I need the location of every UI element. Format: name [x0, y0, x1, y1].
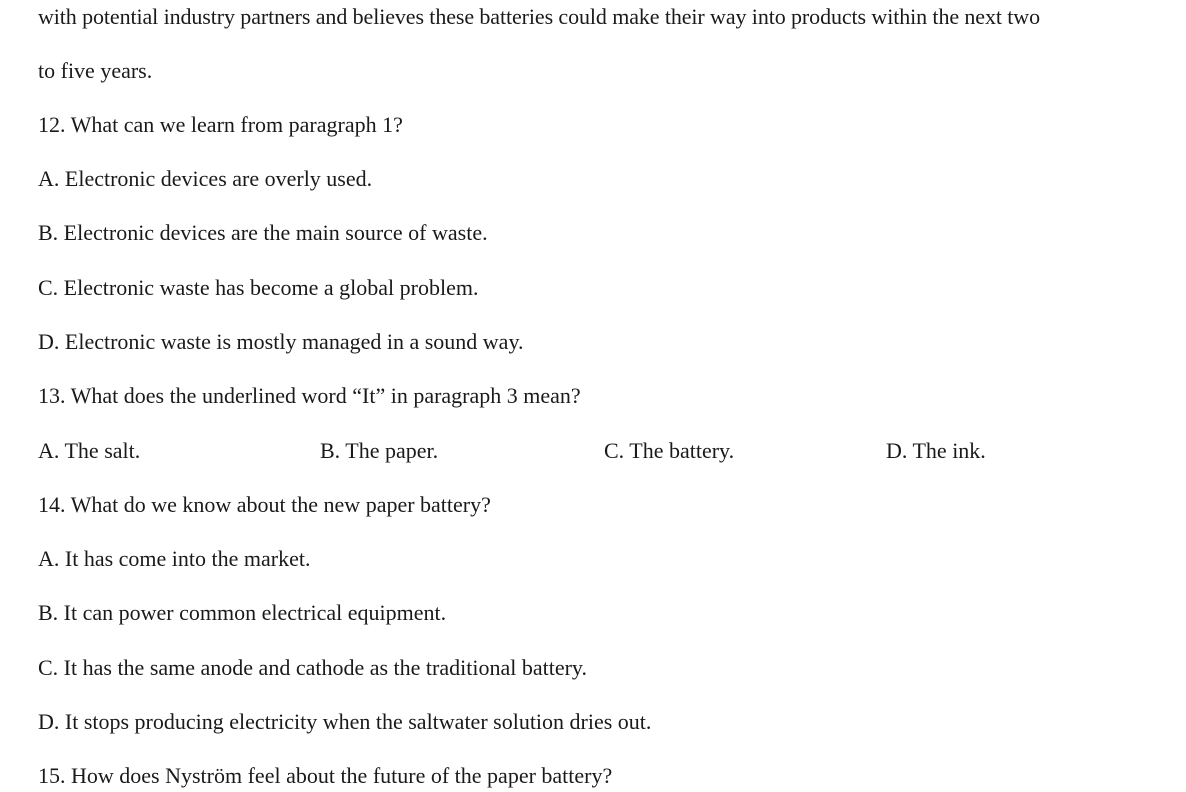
question-13-option-b: B. The paper. — [320, 438, 439, 463]
question-12-stem: 12. What can we learn from paragraph 1? — [38, 112, 403, 137]
question-14-option-d: D. It stops producing electricity when the saltwater solution dries out. — [38, 709, 652, 734]
question-13-stem: 13. What does the underlined word “It” in paragraph 3 mean? — [38, 383, 581, 408]
question-12-option-b: B. Electronic devices are the main source of waste. — [38, 220, 488, 245]
question-14-stem: 14. What do we know about the new paper battery? — [38, 492, 491, 517]
question-12-option-c: C. Electronic waste has become a global problem. — [38, 275, 479, 300]
question-14-option-c: C. It has the same anode and cathode as the traditional battery. — [38, 655, 587, 680]
question-13-option-c: C. The battery. — [604, 438, 735, 463]
question-15-stem: 15. How does Nyström feel about the future of the paper battery? — [38, 763, 613, 788]
question-13-option-a: A. The salt. — [38, 438, 141, 463]
question-14-option-a: A. It has come into the market. — [38, 546, 311, 571]
question-13-option-d: D. The ink. — [886, 438, 986, 463]
question-12-option-d: D. Electronic waste is mostly managed in a sound way. — [38, 329, 524, 354]
question-13-options-row — [0, 438, 1186, 464]
passage-line-1: with potential industry partners and believes these batteries could make their way into products within the next two — [38, 4, 1040, 29]
question-14-option-b: B. It can power common electrical equipment. — [38, 600, 447, 625]
passage-line-2: to five years. — [38, 58, 153, 83]
question-12-option-a: A. Electronic devices are overly used. — [38, 166, 373, 191]
